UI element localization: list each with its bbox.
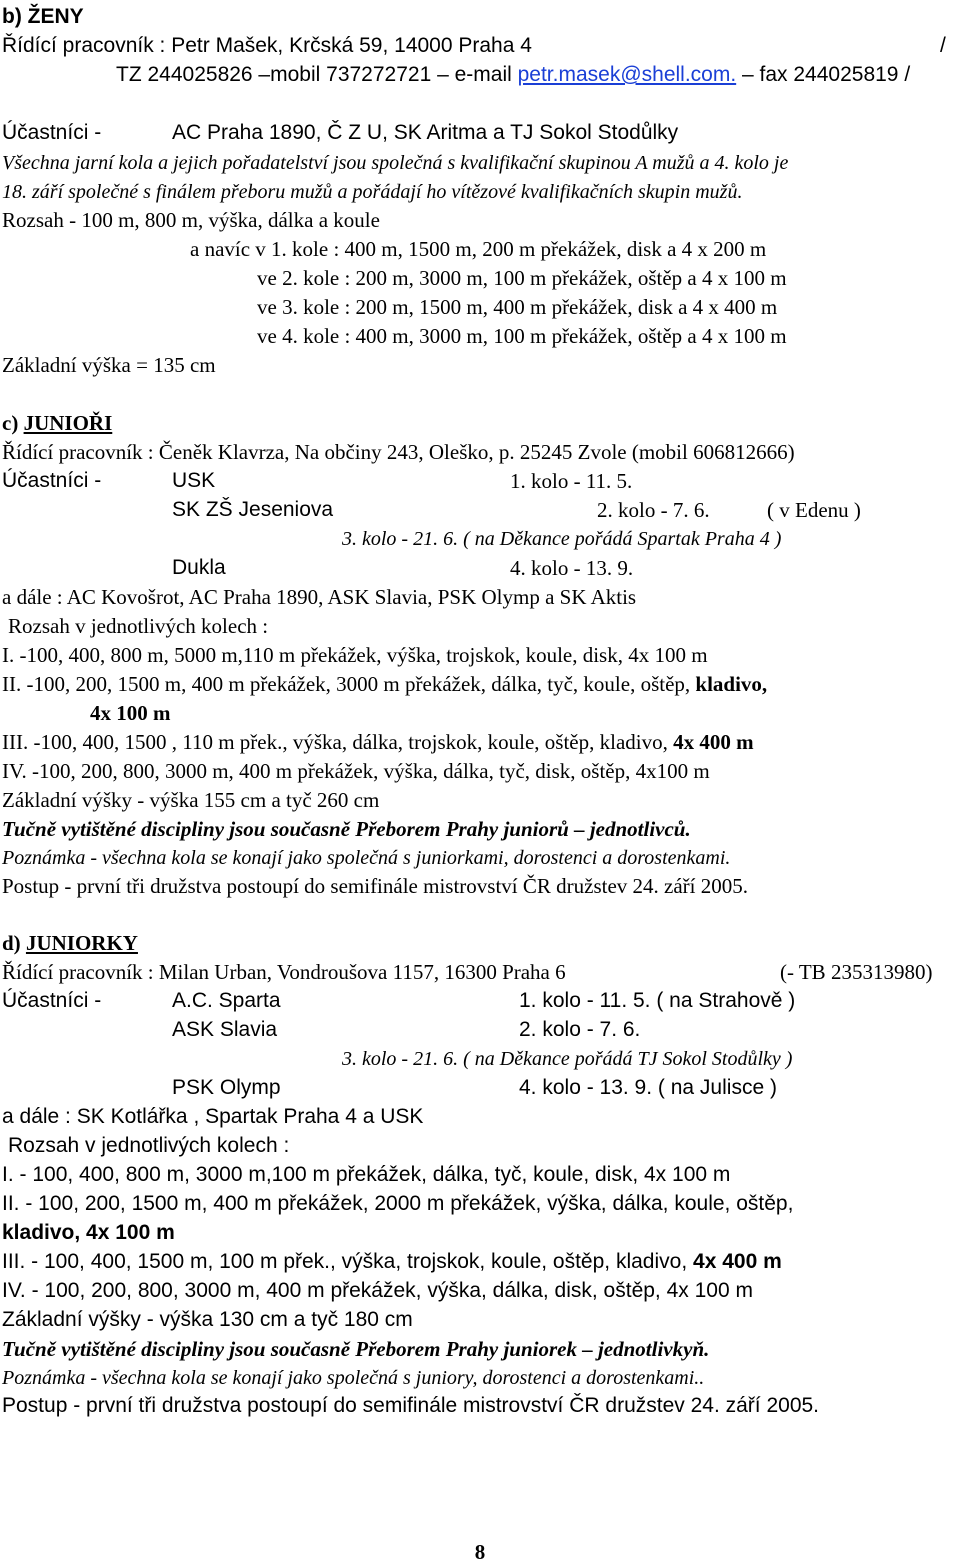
juniorky-manager: Řídící pracovník : Milan Urban, Vondroušova 1157, 16300 Praha 6 <box>2 960 566 984</box>
juniorky-bold-note: Tučně vytištěné discipliny jsou současně Přeborem Prahy juniorek – jednotlivkyň. <box>2 1337 710 1361</box>
juniori-round-2: 2. kolo - 7. 6. <box>597 498 710 522</box>
juniori-round-3: 3. kolo - 21. 6. ( na Děkance pořádá Spartak Praha 4 ) <box>342 528 782 550</box>
juniori-scope-2-bold: kladivo, <box>695 672 768 696</box>
juniori-also: a dále : AC Kovošrot, AC Praha 1890, ASK Slavia, PSK Olymp a SK Aktis <box>2 585 637 609</box>
zeny-note-1: Všechna jarní kola a jejich pořadatelství jsou společná s kvalifikační skupinou A mužů a 4. kolo je <box>2 152 789 174</box>
juniori-round-1: 1. kolo - 11. 5. <box>510 469 633 493</box>
juniori-scope-2 <box>2 671 767 697</box>
zeny-round-1: a navíc v 1. kole : 400 m, 1500 m, 200 m překážek, disk a 4 x 200 m <box>190 237 767 261</box>
juniorky-round-3: 3. kolo - 21. 6. ( na Děkance pořádá TJ Sokol Stodůlky ) <box>342 1048 793 1070</box>
email-link[interactable]: petr.masek@shell.com. <box>517 63 737 86</box>
juniori-team-1: USK <box>172 469 216 492</box>
zeny-round-3: ve 3. kole : 200 m, 1500 m, 400 m překážek, disk a 4 x 400 m <box>257 295 778 319</box>
zeny-contact-line <box>116 62 910 88</box>
juniorky-scope-3-text: III. - 100, 400, 1500 m, 100 m přek., výška, trojskok, koule, oštěp, kladivo, <box>2 1250 694 1273</box>
zeny-participants-label: Účastníci - <box>2 121 102 144</box>
section-heading-juniorky <box>2 930 138 956</box>
juniorky-scope-label: Rozsah v jednotlivých kolech : <box>8 1134 290 1157</box>
juniori-scope-label: Rozsah v jednotlivých kolech : <box>8 614 269 638</box>
juniori-scope-3-text: III. -100, 400, 1500 , 110 m přek., výška, dálka, trojskok, koule, oštěp, kladivo, <box>2 730 674 754</box>
zeny-contact-post: – fax 244025819 / <box>736 63 911 86</box>
juniorky-scope-4: IV. - 100, 200, 800, 3000 m, 400 m překážek, výška, dálka, disk, oštěp, 4x 100 m <box>2 1279 753 1302</box>
zeny-slash-1: / <box>940 34 946 57</box>
juniori-scope-3-bold: 4x 400 m <box>673 730 754 754</box>
juniorky-scope-1: I. - 100, 400, 800 m, 3000 m,100 m překážek, dálka, tyč, koule, disk, 4x 100 m <box>2 1163 731 1186</box>
zeny-participants: AC Praha 1890, Č Z U, SK Aritma a TJ Sokol Stodůlky <box>172 121 679 144</box>
zeny-scope: Rozsah - 100 m, 800 m, výška, dálka a koule <box>2 208 380 232</box>
juniori-scope-1: I. -100, 400, 800 m, 5000 m,110 m překážek, výška, trojskok, koule, disk, 4x 100 m <box>2 643 708 667</box>
section-heading-zeny: b) ŽENY <box>2 5 84 28</box>
juniorky-scope-3-bold: 4x 400 m <box>693 1250 782 1273</box>
zeny-round-4: ve 4. kole : 400 m, 3000 m, 100 m překážek, oštěp a 4 x 100 m <box>257 324 787 348</box>
heading-prefix: c) <box>2 411 24 435</box>
juniorky-scope-3 <box>2 1249 782 1275</box>
zeny-round-2: ve 2. kole : 200 m, 3000 m, 100 m překážek, oštěp a 4 x 100 m <box>257 266 787 290</box>
juniori-round-2-note: ( v Edenu ) <box>767 498 861 522</box>
juniori-team-4: Dukla <box>172 556 226 579</box>
juniori-team-2: SK ZŠ Jeseniova <box>172 498 334 521</box>
juniorky-round-1: 1. kolo - 11. 5. ( na Strahově ) <box>519 989 796 1012</box>
juniori-scope-2b: 4x 100 m <box>90 701 171 725</box>
juniorky-team-1: A.C. Sparta <box>172 989 281 1012</box>
juniorky-scope-2b: kladivo, 4x 100 m <box>2 1221 175 1244</box>
juniorky-remark: Poznámka - všechna kola se konají jako společná s juniory, dorostenci a dorostenkami.. <box>2 1367 705 1389</box>
juniori-manager: Řídící pracovník : Čeněk Klavrza, Na občiny 243, Oleško, p. 25245 Zvole (mobil 606812666) <box>2 440 795 464</box>
juniorky-team-2: ASK Slavia <box>172 1018 278 1041</box>
juniorky-round-4: 4. kolo - 13. 9. ( na Julisce ) <box>519 1076 777 1099</box>
juniori-remark: Poznámka - všechna kola se konají jako společná s juniorkami, dorostenci a dorostenkami. <box>2 847 731 869</box>
juniorky-manager-phone: (- TB 235313980) <box>780 960 933 984</box>
zeny-base-height: Základní výška = 135 cm <box>2 353 216 377</box>
juniorky-advance: Postup - první tři družstva postoupí do semifinále mistrovství ČR družstev 24. září 2005. <box>2 1394 820 1417</box>
page-number: 8 <box>474 1540 486 1564</box>
juniorky-also: a dále : SK Kotlářka , Spartak Praha 4 a USK <box>2 1105 424 1128</box>
juniori-advance: Postup - první tři družstva postoupí do semifinále mistrovství ČR družstev 24. září 2005. <box>2 874 749 898</box>
heading-prefix: d) <box>2 931 26 955</box>
juniori-scope-2-text: II. -100, 200, 1500 m, 400 m překážek, 3000 m překážek, dálka, tyč, koule, oštěp, <box>2 672 696 696</box>
juniorky-round-2: 2. kolo - 7. 6. <box>519 1018 641 1041</box>
juniorky-scope-2: II. - 100, 200, 1500 m, 400 m překážek, 2000 m překážek, výška, dálka, koule, oštěp, <box>2 1192 794 1215</box>
juniori-base-heights: Základní výšky - výška 155 cm a tyč 260 cm <box>2 788 380 812</box>
juniorky-participants-label: Účastníci - <box>2 989 102 1012</box>
juniori-scope-3 <box>2 729 754 755</box>
heading-title: JUNIOŘI <box>23 411 113 435</box>
zeny-manager-line: Řídící pracovník : Petr Mašek, Krčská 59, 14000 Praha 4 <box>2 34 532 57</box>
juniori-scope-4: IV. -100, 200, 800, 3000 m, 400 m překážek, výška, dálka, tyč, disk, oštěp, 4x100 m <box>2 759 710 783</box>
heading-title: JUNIORKY <box>25 931 138 955</box>
juniori-bold-note: Tučně vytištěné discipliny jsou současně Přeborem Prahy juniorů – jednotlivců. <box>2 817 691 841</box>
zeny-contact-pre: TZ 244025826 –mobil 737272721 – e-mail <box>116 63 518 86</box>
juniorky-base-heights: Základní výšky - výška 130 cm a tyč 180 cm <box>2 1308 413 1331</box>
juniorky-team-4: PSK Olymp <box>172 1076 281 1099</box>
juniori-round-4: 4. kolo - 13. 9. <box>510 556 634 580</box>
section-heading-juniori <box>2 410 112 436</box>
zeny-note-2: 18. září společné s finálem přeboru mužů a pořádají ho vítězové kvalifikačních skupin mužů. <box>2 181 743 203</box>
juniori-participants-label: Účastníci - <box>2 469 102 492</box>
